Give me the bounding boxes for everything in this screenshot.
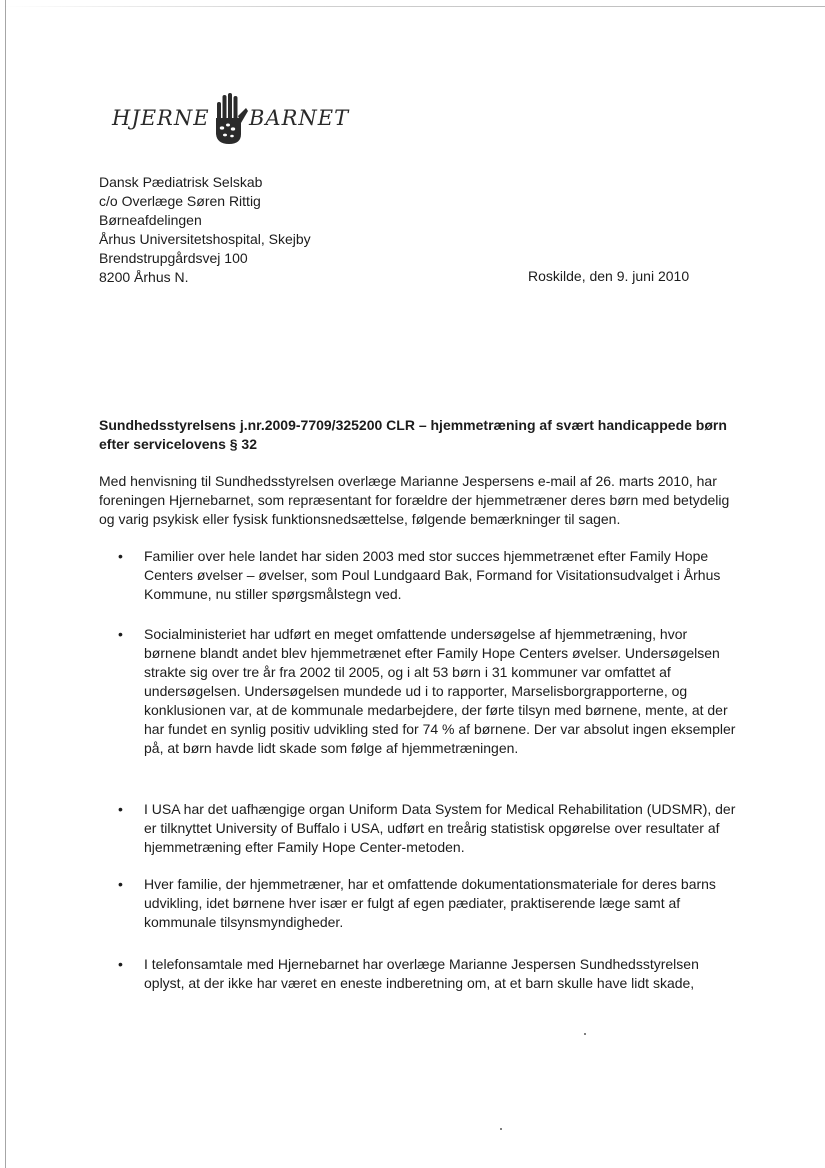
address-line: 8200 Århus N. xyxy=(99,269,189,285)
address-line: c/o Overlæge Søren Rittig xyxy=(99,193,261,209)
logo-word-right: BARNET xyxy=(249,106,350,130)
bullet-list xyxy=(99,547,739,993)
bullet-icon: • xyxy=(118,626,123,642)
address-line: Århus Universitetshospital, Skejby xyxy=(99,231,311,247)
letter-date: Roskilde, den 9. juni 2010 xyxy=(528,268,690,284)
list-item xyxy=(99,625,739,800)
intro-paragraph: Med henvisning til Sundhedsstyrelsen overlæge Marianne Jespersens e-mail af 26. marts 2010, har foreningen Hjernebarnet, som repræsentant for forældre der hjemmetræner deres børn med betydelig og varig psykisk eller fysisk funktionsnedsættelse, følgende bemærkninger til sagen. xyxy=(99,473,730,527)
bullet-text: I USA har det uafhængige organ Uniform Data System for Medical Rehabilitation (UDSMR), der er tilknyttet University of Buffalo i USA, udført en treårig statistisk opgørelse over resultater af hjemmetræning efter Family Hope Center-metoden. xyxy=(144,801,736,855)
bullet-text: Hver familie, der hjemmetræner, har et omfattende dokumentationsmateriale for deres barns udvikling, idet børnene hver især er fulgt af egen pædiater, praktiserende læge samt af kommunale tilsynsmyndigheder. xyxy=(144,876,716,930)
bullet-icon: • xyxy=(118,548,123,564)
scan-edge-left xyxy=(5,0,6,1168)
list-item xyxy=(99,800,739,875)
hand-icon xyxy=(208,90,250,154)
bullet-text: I telefonsamtale med Hjernebarnet har overlæge Marianne Jespersen Sundhedsstyrelsen oplyst, at der ikke har været en eneste indberetning om, at et barn skulle have lidt skade, xyxy=(144,956,699,991)
bullet-text: Familier over hele landet har siden 2003 med stor succes hjemmetrænet efter Family Hope Centers øvelser – øvelser, som Poul Lundgaard Bak, Formand for Visitationsudvalget i Århus Kommune, nu stiller spørgsmålstegn ved. xyxy=(144,548,721,602)
recipient-address xyxy=(99,173,419,287)
hjernebarnet-logo xyxy=(112,90,350,154)
list-item xyxy=(99,547,739,625)
scan-speck xyxy=(500,1128,502,1130)
bullet-icon: • xyxy=(118,801,123,817)
scan-edge-top xyxy=(0,6,825,7)
bullet-text: Socialministeriet har udført en meget omfattende undersøgelse af hjemmetræning, hvor børnene blandt andet blev hjemmetrænet efter Family Hope Centers øvelser. Undersøgelsen strakte sig over tre år fra 2002 til 2005, og i alt 53 børn i 31 kommuner var omfattet af undersøgelsen. Undersøgelsen mundede ud i to rapporter, Marselisborgrapporterne, og konklusionen var, at de kommunale medarbejdere, der førte tilsyn med børnene, mente, at der har fundet en synlig positiv udvikling sted for 74 % af børnene. Der var absolut ingen eksempler på, at børn havde lidt skade som følge af hjemmetræningen. xyxy=(144,626,736,756)
logo-word-left: HJERNE xyxy=(112,106,210,130)
list-item xyxy=(99,875,739,955)
address-line: Brendstrupgårdsvej 100 xyxy=(99,250,248,266)
address-line: Børneafdelingen xyxy=(99,212,202,228)
bullet-icon: • xyxy=(118,876,123,892)
address-line: Dansk Pædiatrisk Selskab xyxy=(99,174,263,190)
scan-speck xyxy=(584,1033,586,1035)
subject-heading: Sundhedsstyrelsens j.nr.2009-7709/325200 CLR – hjemmetræning af svært handicappede børn efter servicelovens § 32 xyxy=(99,417,727,452)
bullet-icon: • xyxy=(118,956,123,972)
list-item xyxy=(99,955,739,993)
